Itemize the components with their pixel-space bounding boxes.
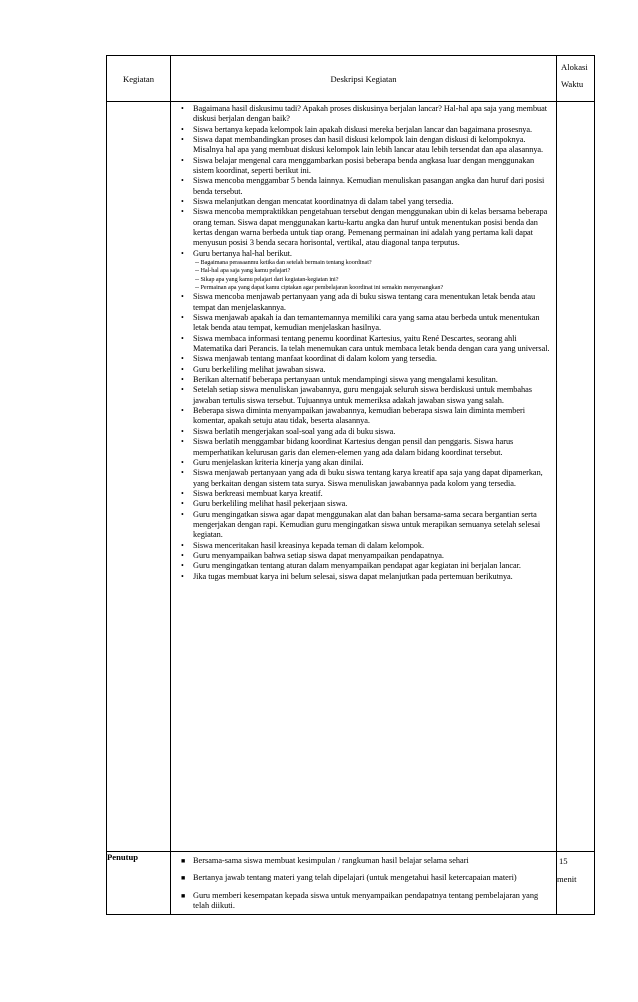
penutup-label: Penutup	[107, 852, 171, 915]
list-item: ■ Bersama-sama siswa membuat kesimpulan / rangkuman hasil belajar selama sehari	[193, 856, 552, 866]
header-kegiatan: Kegiatan	[107, 56, 171, 102]
header-alokasi	[557, 56, 595, 102]
list-item: • Siswa belajar mengenal cara menggambarkan posisi beberapa benda angkasa luar dengan menggunakan sistem koordinat, seperti berikut ini.	[193, 156, 552, 177]
list-item: • Siswa menjawab pertanyaan yang ada di buku siswa tentang karya kreatif apa saja yang dapat dipamerkan, yang berkaitan dengan sistem tata surya. Siswa menuliskan jawabannya pada kolom yang tersedia.	[193, 468, 552, 489]
list-item: • Siswa berlatih menggambar bidang koordinat Kartesius dengan pensil dan penggaris. Siswa harus memperhatikan kelurusan garis dan elemen-elemen yang ada dalam bidang koordinat tersebut.	[193, 437, 552, 458]
question-item: -- Permainan apa yang dapat kamu ciptakan agar pembelajaran koordinat ini semakin menyenangkan?	[195, 284, 444, 292]
inti-row	[107, 102, 595, 852]
list-item: • Guru mengingatkan siswa agar dapat menggunakan alat dan bahan bersama-sama secara bergantian serta mengerjakan dengan rapi. Kemudian guru mengingatkan siswa untuk merapikan semuanya setelah selesai kegiatan.	[193, 510, 552, 541]
list-item-text: Guru bertanya hal-hal berikut.	[193, 248, 292, 258]
guru-questions-list	[193, 259, 552, 292]
list-item: • Beberapa siswa diminta menyampaikan jawabannya, kemudian beberapa siswa lain diminta memberi komentar, apakah setuju atau tidak, beserta alasannya.	[193, 406, 552, 427]
list-item: • Siswa menjawab tentang manfaat koordinat di dalam kolom yang tersedia.	[193, 354, 552, 364]
list-item: • Setelah setiap siswa menuliskan jawabannya, guru mengajak seluruh siswa berdiskusi untuk membahas jawaban tertulis siswa tersebut. Tujuannya untuk memeriksa adakah jawaban siswa yang salah.	[193, 385, 552, 406]
list-item: • Siswa mencoba mempraktikkan pengetahuan tersebut dengan menggunakan ubin di kelas bersama beberapa orang teman. Siswa dapat menggunakan kartu-kartu angka dan huruf untuk menentukan posisi benda dan kertas dengan warna berbeda untuk tiap orang. Pemenang permainan ini adalah yang pertama kali dapat menyusun posisi 3 benda secara horisontal, vertikal, atau diagonal tanpa terputus.	[193, 207, 552, 248]
inti-list	[171, 102, 556, 584]
question-item: -- Sikap apa yang kamu pelajari dari kegiatan-kegiatan ini?	[195, 275, 339, 283]
list-item: • Guru menyampaikan bahwa setiap siswa dapat menyampaikan pendapatnya.	[193, 551, 552, 561]
penutup-description-cell	[171, 852, 557, 915]
list-item: • Jika tugas membuat karya ini belum selesai, siswa dapat melanjutkan pada pertemuan berikutnya.	[193, 572, 552, 582]
list-item: • Siswa berkreasi membuat karya kreatif.	[193, 489, 552, 499]
penutup-time-cell	[557, 852, 595, 915]
inti-description-cell	[171, 102, 557, 852]
penutup-row	[107, 852, 595, 915]
header-alokasi-line1: Alokasi	[561, 62, 588, 72]
inti-label-cell	[107, 102, 171, 852]
list-item: • Siswa dapat membandingkan proses dan hasil diskusi kelompok lain dengan diskusi di kelompoknya. Misalnya hal apa yang membuat diskusi kelompok lain lebih lancar atau lebih tersendat dan apa alasannya.	[193, 135, 552, 156]
list-item: • Bagaimana hasil diskusimu tadi? Apakah proses diskusinya berjalan lancar? Hal-hal apa saja yang membuat diskusi berjalan dengan baik?	[193, 104, 552, 125]
list-item: • Guru berkeliling melihat hasil pekerjaan siswa.	[193, 499, 552, 509]
header-deskripsi: Deskripsi Kegiatan	[171, 56, 557, 102]
penutup-time-value: 15	[559, 856, 568, 866]
header-row	[107, 56, 595, 102]
list-item: • Guru mengingatkan tentang aturan dalam menyampaikan pendapat agar kegiatan ini berjalan lancar.	[193, 561, 552, 571]
list-item: • Siswa mencoba menggambar 5 benda lainnya. Kemudian menuliskan pasangan angka dan huruf dari posisi benda tersebut.	[193, 176, 552, 197]
penutup-list	[171, 852, 556, 914]
list-item: • Guru berkeliling melihat jawaban siswa.	[193, 365, 552, 375]
question-item: -- Hal-hal apa saja yang kamu pelajari?	[195, 267, 291, 275]
inti-time-cell	[557, 102, 595, 852]
header-alokasi-line2: Waktu	[561, 79, 584, 89]
list-item: ■ Guru memberi kesempatan kepada siswa untuk menyampaikan pendapatnya tentang pembelajaran yang telah diikuti.	[193, 891, 552, 912]
question-item: -- Bagaimana perasaanmu ketika dan setelah bermain tentang koordinat?	[195, 259, 372, 267]
list-item: • Siswa melanjutkan dengan mencatat koordinatnya di dalam tabel yang tersedia.	[193, 197, 552, 207]
list-item: • Siswa berlatih mengerjakan soal-soal yang ada di buku siswa.	[193, 427, 552, 437]
penutup-time-unit: menit	[557, 874, 577, 884]
list-item: ■ Bertanya jawab tentang materi yang telah dipelajari (untuk mengetahui hasil ketercapaian materi)	[193, 873, 552, 883]
list-item: • Siswa membaca informasi tentang penemu koordinat Kartesius, yaitu René Descartes, seorang ahli Matematika dari Perancis. Ia telah menemukan cara untuk membaca letak benda dengan cara yang universal.	[193, 334, 552, 355]
list-item: • Siswa mencoba menjawab pertanyaan yang ada di buku siswa tentang cara menentukan letak benda atau tempat dan menjelaskannya.	[193, 292, 552, 313]
activity-table	[106, 55, 595, 915]
list-item-guru-questions	[193, 249, 552, 293]
list-item: • Siswa menceritakan hasil kreasinya kepada teman di dalam kelompok.	[193, 541, 552, 551]
list-item: • Siswa menjawab apakah ia dan temantemannya memiliki cara yang sama atau berbeda untuk menentukan letak benda atau tempat, kemudian menjelaskan hasilnya.	[193, 313, 552, 334]
list-item: • Siswa bertanya kepada kelompok lain apakah diskusi mereka berjalan lancar dan bagaimana prosesnya.	[193, 125, 552, 135]
list-item: • Berikan alternatif beberapa pertanyaan untuk mendampingi siswa yang mengalami kesulitan.	[193, 375, 552, 385]
list-item: • Guru menjelaskan kriteria kinerja yang akan dinilai.	[193, 458, 552, 468]
